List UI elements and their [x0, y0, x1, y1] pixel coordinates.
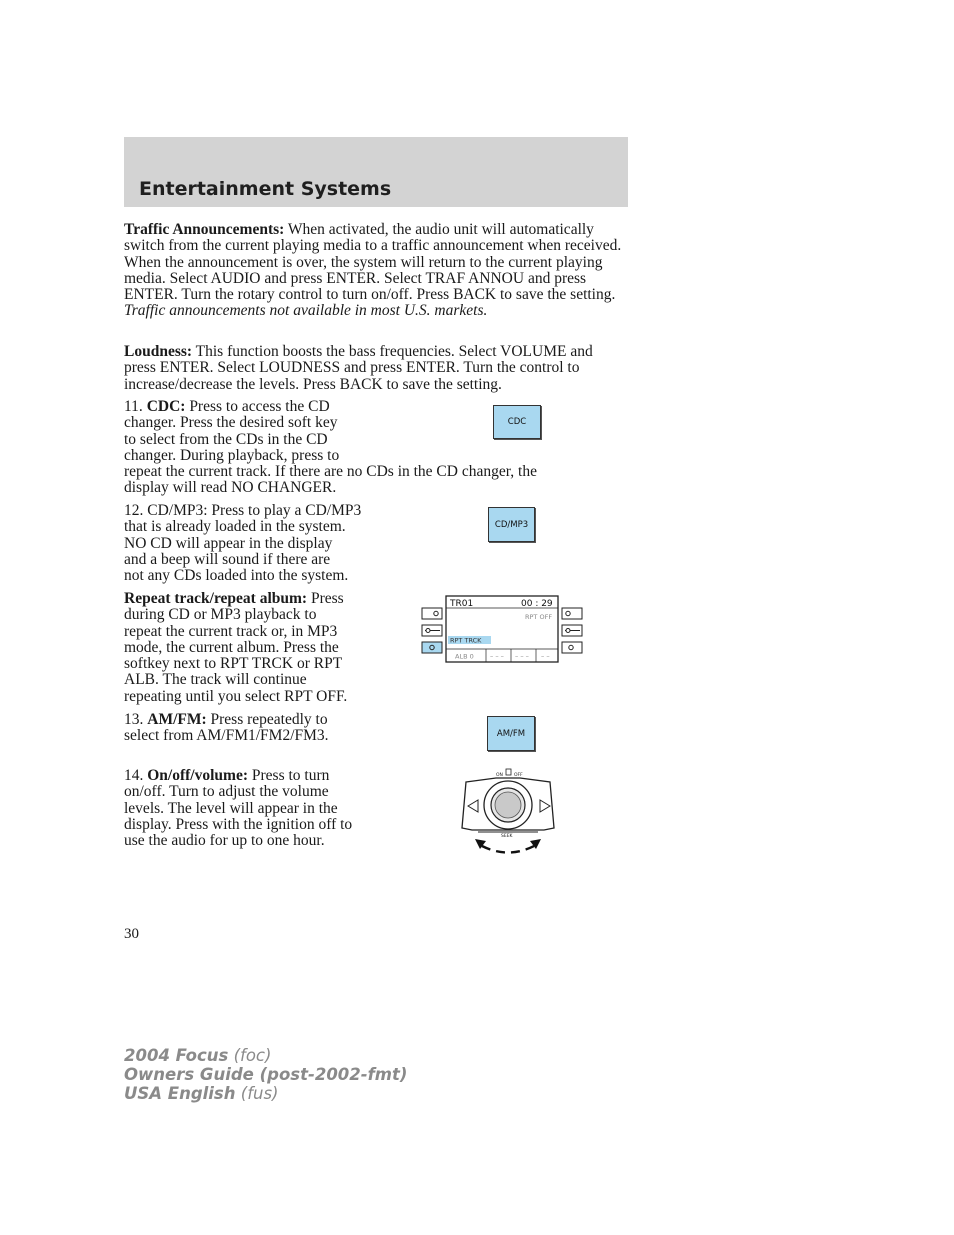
cdc-line1: Press to access the CD [185, 398, 330, 415]
knob-on-label: ON [496, 773, 503, 778]
repeat-line1: Press [307, 590, 344, 607]
cdc-label: CDC: [146, 398, 186, 415]
loudness-body: This function boosts the bass frequencies. Select VOLUME and press ENTER. Select LOUDNESS and press ENTER. Turn the control to increase/decrease the levels. Press BACK to save the setting. [124, 343, 593, 393]
cdmp3-line1: 12. CD/MP3: Press to play a CD/MP3 [124, 502, 362, 519]
amfm-line1: Press repeatedly to [206, 711, 328, 728]
section-title: Entertainment Systems [139, 178, 392, 200]
rotate-arc [482, 846, 534, 853]
cdmp3-line3: NO CD will appear in the display [124, 534, 333, 552]
traffic-announcements-paragraph [124, 222, 628, 320]
traffic-note: Traffic announcements not available in most U.S. markets. [124, 302, 488, 320]
traffic-label: Traffic Announcements: [124, 221, 285, 238]
left-softkey-3[interactable] [422, 642, 442, 653]
display-dash3: – – [541, 652, 550, 661]
traffic-body: When activated, the audio unit will automatically switch from the current playing media to a traffic announcement when received. When the announcement is over, the system will return to the current playing media. Select AUDIO and press ENTER. Select TRAF ANNOU and press ENTER. Turn the rotary control to turn on/off. Press BACK to save the setting. [124, 221, 622, 304]
footer-language: USA English [124, 1084, 236, 1103]
onoff-line5: use the audio for up to one hour. [124, 832, 325, 850]
onoff-line2: on/off. Turn to adjust the volume [124, 783, 329, 801]
cdc-button[interactable]: CDC [493, 405, 541, 439]
onoff-line4: display. Press with the ignition off to [124, 815, 353, 833]
amfm-line2: select from AM/FM1/FM2/FM3. [124, 727, 329, 745]
amfm-paragraph [124, 712, 424, 745]
display-rpt-trck: RPT TRCK [450, 636, 482, 645]
right-softkey-2[interactable] [562, 625, 582, 636]
cdc-line6: display will read NO CHANGER. [124, 479, 337, 497]
loudness-label: Loudness: [124, 343, 193, 360]
onoff-label: On/off/volume: [147, 767, 248, 784]
display-time: 00 : 29 [521, 599, 553, 609]
repeat-line4: mode, the current album. Press the [124, 638, 339, 656]
footer-language-code: (fus) [235, 1084, 279, 1103]
footer-model-code: (foc) [228, 1046, 272, 1065]
repeat-paragraph [124, 591, 424, 705]
cdc-line5: repeat the current track. If there are no CDs in the CD changer, the [124, 463, 537, 481]
cdc-number: 11. [124, 398, 147, 415]
repeat-label: Repeat track/repeat album: [124, 590, 308, 607]
amfm-label: AM/FM: [147, 711, 207, 728]
right-softkey-3[interactable] [562, 642, 582, 653]
power-icon [506, 769, 511, 775]
cdc-paragraph [124, 399, 628, 497]
repeat-line5: softkey next to RPT TRCK or RPT [124, 655, 343, 673]
loudness-paragraph [124, 344, 628, 393]
cdmp3-line5: not any CDs loaded into the system. [124, 567, 349, 585]
onoff-line1: Press to turn [248, 767, 330, 784]
radio-display-svg [420, 594, 584, 666]
cdc-line4: changer. During playback, press to [124, 446, 340, 464]
knob-seek-label: SEEK [501, 834, 513, 839]
cdmp3-line2: that is already loaded in the system. [124, 518, 346, 536]
onoff-number: 14. [124, 767, 148, 784]
left-softkey-1[interactable] [422, 608, 442, 619]
display-track: TR01 [450, 599, 474, 609]
radio-display-illustration [420, 594, 584, 666]
footer [124, 1046, 407, 1103]
cdmp3-button[interactable]: CD/MP3 [488, 507, 535, 542]
volume-knob[interactable] [484, 781, 532, 829]
onoff-line3: levels. The level will appear in the [124, 799, 338, 817]
display-dash1: – – – [490, 652, 504, 661]
display-dash2: – – – [515, 652, 529, 661]
repeat-line3: repeat the current track or, in MP3 [124, 622, 338, 640]
cdc-line2: changer. Press the desired soft key [124, 414, 338, 432]
cdmp3-paragraph [124, 503, 424, 584]
amfm-number: 13. [124, 711, 148, 728]
right-softkey-1[interactable] [562, 608, 582, 619]
repeat-line7: repeating until you select RPT OFF. [124, 687, 348, 705]
cdc-line3: to select from the CDs in the CD [124, 430, 328, 448]
page-number: 30 [124, 926, 139, 942]
display-rpt-off: RPT OFF [525, 613, 553, 621]
repeat-line6: ALB. The track will continue [124, 671, 307, 689]
footer-guide: Owners Guide (post-2002-fmt) [124, 1065, 408, 1084]
left-softkey-2[interactable] [422, 625, 442, 636]
knob-off-label: OFF [514, 773, 523, 778]
amfm-button[interactable]: AM/FM [487, 716, 535, 751]
volume-knob-illustration [456, 766, 560, 860]
footer-model: 2004 Focus [124, 1046, 229, 1065]
cdmp3-line4: and a beep will sound if there are [124, 550, 331, 568]
onoff-paragraph [124, 768, 424, 849]
repeat-line2: during CD or MP3 playback to [124, 606, 317, 624]
display-alb: ALB 0 [455, 652, 474, 661]
